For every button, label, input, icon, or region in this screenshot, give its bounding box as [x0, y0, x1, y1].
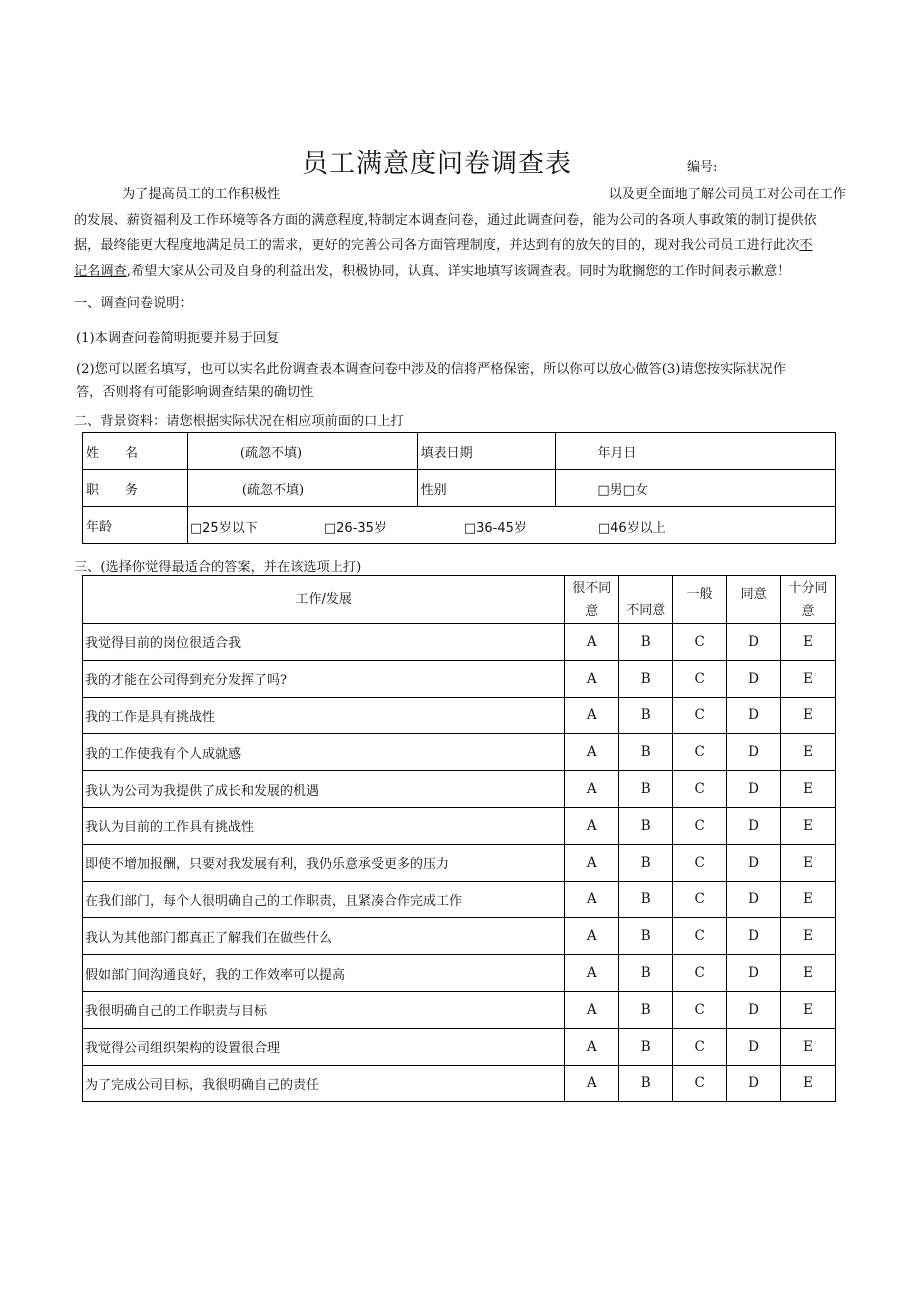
- table-row: [83, 955, 836, 992]
- answer-option-c[interactable]: C: [673, 734, 727, 771]
- question-text: 为了完成公司目标，我很明确自己的责任: [83, 1065, 565, 1102]
- table-row: [83, 881, 836, 918]
- background-row-position: [83, 470, 836, 507]
- answer-option-a[interactable]: A: [565, 1065, 619, 1102]
- answer-option-a[interactable]: A: [565, 734, 619, 771]
- question-text: 在我们部门，每个人很明确自己的工作职责，且紧凑合作完成工作: [83, 881, 565, 918]
- answer-option-b[interactable]: B: [619, 918, 673, 955]
- question-text: 我的才能在公司得到充分发挥了吗?: [83, 660, 565, 697]
- answer-option-a[interactable]: A: [565, 1028, 619, 1065]
- name-label: 姓 名: [83, 433, 188, 470]
- serial-number-label: 编号:: [687, 160, 718, 175]
- answer-option-b[interactable]: B: [619, 991, 673, 1028]
- answer-option-d[interactable]: D: [727, 918, 781, 955]
- answer-option-b[interactable]: B: [619, 1028, 673, 1065]
- question-text: 我认为公司为我提供了成长和发展的机遇: [83, 771, 565, 808]
- answer-option-c[interactable]: C: [673, 771, 727, 808]
- answer-option-a[interactable]: A: [565, 807, 619, 844]
- question-text: 我的工作使我有个人成就感: [83, 734, 565, 771]
- gender-label: 性别: [417, 470, 556, 507]
- answer-option-a[interactable]: A: [565, 955, 619, 992]
- answer-option-c[interactable]: C: [673, 955, 727, 992]
- table-row: [83, 697, 836, 734]
- answer-option-d[interactable]: D: [727, 1028, 781, 1065]
- answer-option-c[interactable]: C: [673, 807, 727, 844]
- age-label: 年龄: [83, 507, 188, 544]
- intro-line-1-right: 以及更全面地了解公司员工对公司在工作: [608, 187, 846, 202]
- answer-option-b[interactable]: B: [619, 624, 673, 661]
- answer-option-b[interactable]: B: [619, 697, 673, 734]
- answer-option-d[interactable]: D: [727, 991, 781, 1028]
- col-header-strongly-disagree: [565, 576, 619, 624]
- answer-option-a[interactable]: A: [565, 660, 619, 697]
- answer-option-d[interactable]: D: [727, 844, 781, 881]
- answer-option-e[interactable]: E: [781, 624, 836, 661]
- answer-option-a[interactable]: A: [565, 991, 619, 1028]
- answer-option-a[interactable]: A: [565, 881, 619, 918]
- intro-underline-2: 记名调查: [74, 263, 127, 279]
- answer-option-c[interactable]: C: [673, 844, 727, 881]
- section1-heading: 一、调查问卷说明：: [74, 296, 193, 311]
- answer-option-b[interactable]: B: [619, 844, 673, 881]
- answer-option-e[interactable]: E: [781, 807, 836, 844]
- age-options: [187, 507, 835, 544]
- answer-option-c[interactable]: C: [673, 881, 727, 918]
- answer-option-d[interactable]: D: [727, 807, 781, 844]
- answer-option-b[interactable]: B: [619, 734, 673, 771]
- answer-option-e[interactable]: E: [781, 697, 836, 734]
- answer-option-d[interactable]: D: [727, 1065, 781, 1102]
- answer-option-e[interactable]: E: [781, 734, 836, 771]
- answer-option-c[interactable]: C: [673, 918, 727, 955]
- intro-line-4-text: ,希望大家从公司及自身的利益出发，积极协同，认真、详实地填写该调查表。同时为耽搁您的工作时间表示歉意！: [126, 263, 791, 279]
- col-header-question: 工作/发展: [83, 576, 565, 624]
- question-text: 我很明确自己的工作职责与目标: [83, 991, 565, 1028]
- answer-option-a[interactable]: A: [565, 844, 619, 881]
- intro-paragraph: [74, 182, 846, 284]
- age-option-36-45[interactable]: □36-45岁: [463, 521, 527, 536]
- background-table: [82, 432, 836, 544]
- survey-header-row: [83, 576, 836, 624]
- intro-line-3: [74, 233, 846, 259]
- table-row: [83, 844, 836, 881]
- background-row-name: [83, 433, 836, 470]
- answer-option-e[interactable]: E: [781, 955, 836, 992]
- table-row: [83, 1028, 836, 1065]
- answer-option-d[interactable]: D: [727, 734, 781, 771]
- col-header-strongly-agree-l1: 十分同: [788, 580, 828, 596]
- table-row: [83, 734, 836, 771]
- answer-option-e[interactable]: E: [781, 1028, 836, 1065]
- answer-option-c[interactable]: C: [673, 991, 727, 1028]
- answer-option-d[interactable]: D: [727, 697, 781, 734]
- answer-option-a[interactable]: A: [565, 697, 619, 734]
- section3-heading: 三、(选择你觉得最适合的答案，并在该选项上打): [74, 560, 362, 575]
- survey-table: [82, 575, 836, 1102]
- answer-option-b[interactable]: B: [619, 881, 673, 918]
- table-row: [83, 807, 836, 844]
- intro-underline-1: 不: [799, 238, 813, 253]
- answer-option-a[interactable]: A: [565, 624, 619, 661]
- section2-heading: 二、背景资料：请您根据实际状况在相应项前面的口上打: [74, 414, 404, 429]
- answer-option-e[interactable]: E: [781, 991, 836, 1028]
- answer-option-b[interactable]: B: [619, 1065, 673, 1102]
- col-header-strongly-agree: [781, 576, 836, 624]
- answer-option-e[interactable]: E: [781, 844, 836, 881]
- question-text: 假如部门间沟通良好，我的工作效率可以提高: [83, 955, 565, 992]
- section1-item1: (1)本调查问卷简明扼要并易于回复: [76, 331, 280, 346]
- name-field[interactable]: (疏忽不填): [187, 433, 417, 470]
- col-header-neutral: 一般: [673, 576, 727, 624]
- section1-item2: [76, 359, 836, 404]
- answer-option-a[interactable]: A: [565, 918, 619, 955]
- intro-line-1: [74, 182, 846, 208]
- fill-date-label: 填表日期: [417, 433, 556, 470]
- col-header-disagree: 不同意: [619, 576, 673, 624]
- answer-option-b[interactable]: B: [619, 807, 673, 844]
- intro-line-1-left: 为了提高员工的工作积极性: [122, 187, 281, 202]
- answer-option-e[interactable]: E: [781, 1065, 836, 1102]
- answer-option-e[interactable]: E: [781, 771, 836, 808]
- question-text: 我觉得公司组织架构的设置很合理: [83, 1028, 565, 1065]
- position-field[interactable]: (疏忽不填): [187, 470, 417, 507]
- answer-option-e[interactable]: E: [781, 881, 836, 918]
- question-text: 即使不增加报酬，只要对我发展有利，我仍乐意承受更多的压力: [83, 844, 565, 881]
- answer-option-c[interactable]: C: [673, 624, 727, 661]
- intro-line-3-text: 据，最终能更大程度地满足员工的需求，更好的完善公司各方面管理制度，并达到有的放矢的目的，现对我公司员工进行此次: [74, 238, 800, 253]
- table-row: [83, 624, 836, 661]
- question-text: 我认为其他部门都真正了解我们在做些什么: [83, 918, 565, 955]
- col-header-agree: 同意: [727, 576, 781, 624]
- col-header-strongly-disagree-l1: 很不同: [572, 580, 612, 596]
- table-row: [83, 660, 836, 697]
- section1-item2-line1: (2)您可以匿名填写，也可以实名此份调查表本调查问卷中涉及的信将严格保密，所以你可以放心做答(3)请您按实际状况作: [76, 362, 786, 377]
- fill-date-field[interactable]: 年月日: [556, 433, 836, 470]
- question-text: 我的工作是具有挑战性: [83, 697, 565, 734]
- intro-line-4: [74, 259, 846, 285]
- age-option-under-25[interactable]: □25岁以下: [189, 521, 258, 536]
- answer-option-e[interactable]: E: [781, 918, 836, 955]
- answer-option-b[interactable]: B: [619, 771, 673, 808]
- answer-option-d[interactable]: D: [727, 771, 781, 808]
- answer-option-a[interactable]: A: [565, 771, 619, 808]
- question-text: 我认为目前的工作具有挑战性: [83, 807, 565, 844]
- answer-option-b[interactable]: B: [619, 955, 673, 992]
- age-option-26-35[interactable]: □26-35岁: [323, 521, 387, 536]
- answer-option-e[interactable]: E: [781, 660, 836, 697]
- table-row: [83, 918, 836, 955]
- answer-option-c[interactable]: C: [673, 660, 727, 697]
- answer-option-d[interactable]: D: [727, 660, 781, 697]
- question-text: 我觉得目前的岗位很适合我: [83, 624, 565, 661]
- answer-option-c[interactable]: C: [673, 1065, 727, 1102]
- col-header-strongly-disagree-l2: 意: [585, 603, 599, 619]
- page-title: 员工满意度问卷调查表: [302, 149, 573, 179]
- position-label: 职 务: [83, 470, 188, 507]
- answer-option-d[interactable]: D: [727, 624, 781, 661]
- background-row-age: [83, 507, 836, 544]
- gender-options[interactable]: □男□女: [556, 470, 836, 507]
- answer-option-b[interactable]: B: [619, 660, 673, 697]
- table-row: [83, 1065, 836, 1102]
- answer-option-d[interactable]: D: [727, 881, 781, 918]
- col-header-strongly-agree-l2: 意: [801, 603, 815, 619]
- answer-option-d[interactable]: D: [727, 955, 781, 992]
- answer-option-c[interactable]: C: [673, 1028, 727, 1065]
- intro-line-2: 的发展、薪资福利及工作环境等各方面的满意程度,特制定本调查问卷，通过此调查问卷，能为公司的各项人事政策的制订提供依: [74, 212, 817, 228]
- answer-option-c[interactable]: C: [673, 697, 727, 734]
- table-row: [83, 771, 836, 808]
- section1-item2-line2: 答，否则将有可能影响调查结果的确切性: [76, 384, 314, 400]
- table-row: [83, 991, 836, 1028]
- age-option-over-46[interactable]: □46岁以上: [597, 521, 666, 536]
